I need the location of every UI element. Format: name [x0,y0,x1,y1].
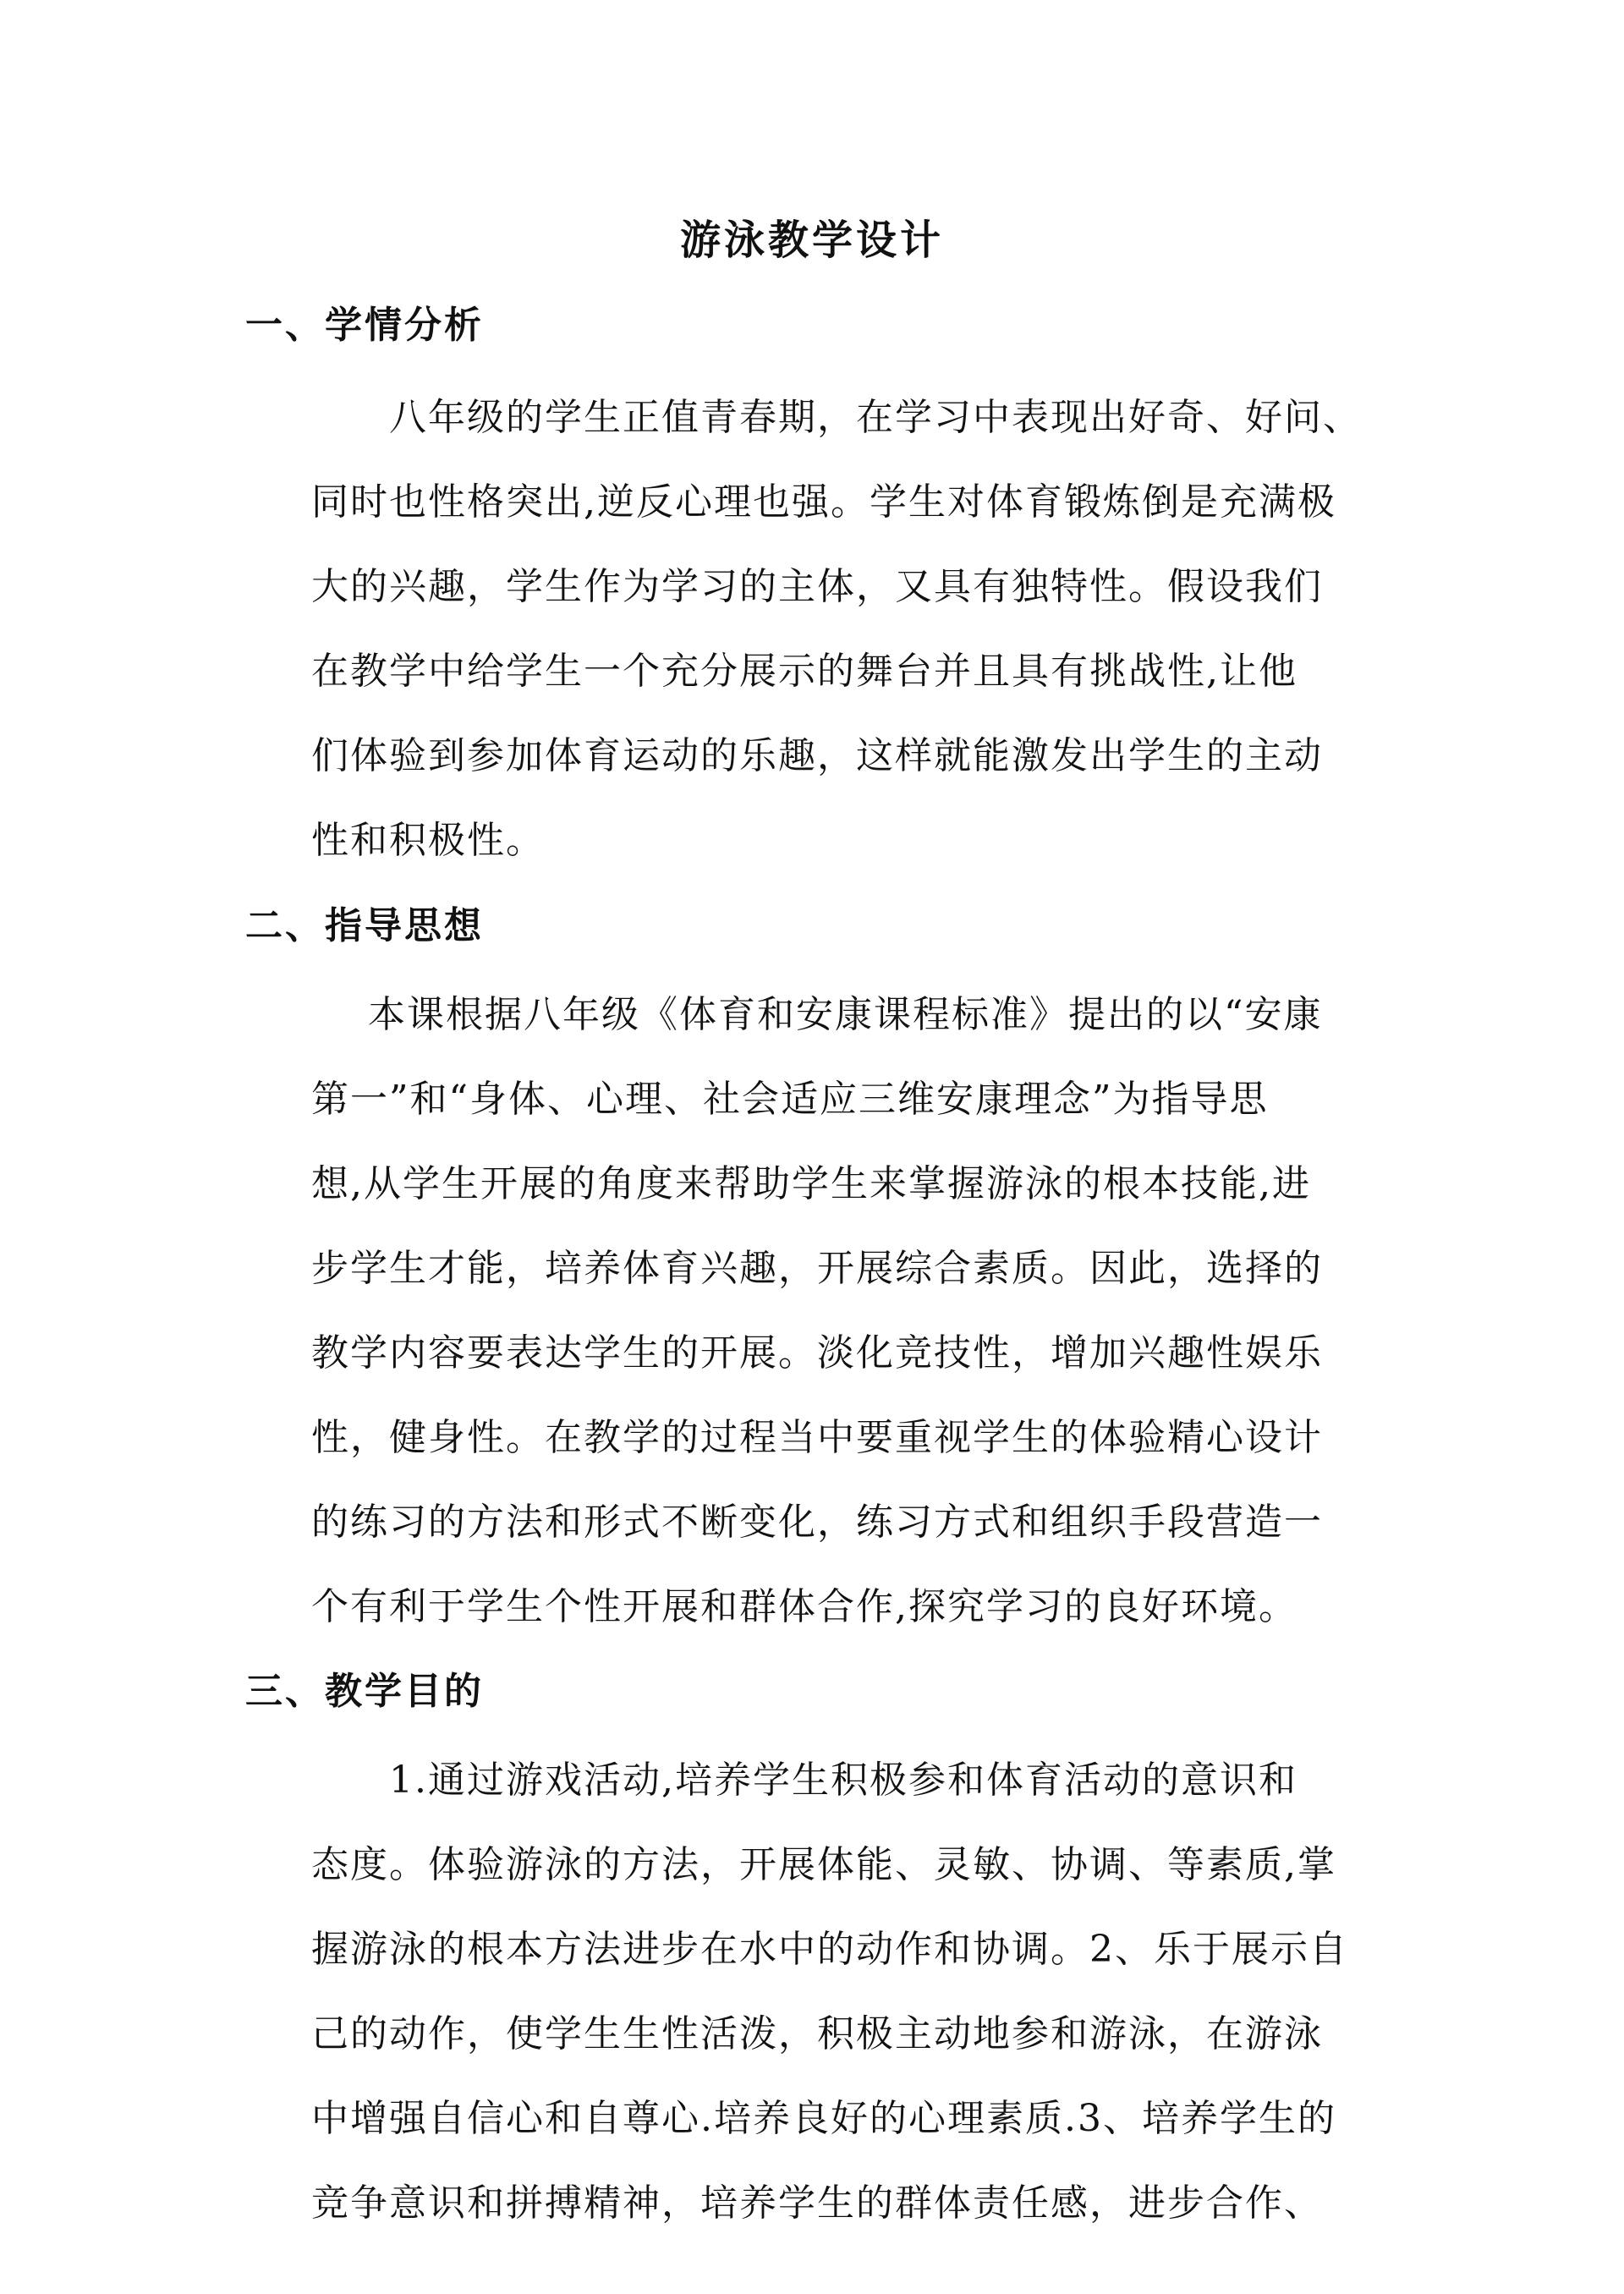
paragraph-line: 大的兴趣，学生作为学习的主体，又具有独特性。假设我们 [311,565,1323,608]
paragraph-line: 竞争意识和拼搏精神，培养学生的群体责任感，进步合作、 [311,2181,1323,2225]
paragraph-line: 性和积极性。 [311,819,545,862]
paragraph-line: 态度。体验游泳的方法，开展体能、灵敏、协调、等素质,掌 [311,1843,1336,1886]
paragraph-line: 的练习的方法和形式不断变化，练习方式和组织手段营造一 [311,1501,1323,1544]
section-heading-2: 二、指导思想 [245,904,484,947]
section-heading-3: 三、教学目的 [245,1670,484,1713]
paragraph-line: 想,从学生开展的角度来帮助学生来掌握游泳的根本技能,进 [311,1162,1311,1205]
paragraph-line: 步学生才能，培养体育兴趣，开展综合素质。因此，选择的 [311,1247,1323,1290]
paragraph-line: 个有利于学生个性开展和群体合作,探究学习的良好环境。 [311,1585,1298,1628]
paragraph-line: 在教学中给学生一个充分展示的舞台并且具有挑战性,让他 [311,650,1298,693]
paragraph-line: 中增强自信心和自尊心.培养良好的心理素质.3、培养学生的 [311,2097,1336,2140]
paragraph-line: 八年级的学生正值青春期，在学习中表现出好奇、好问、 [389,396,1362,439]
paragraph-line: 己的动作，使学生生性活泼，积极主动地参和游泳，在游泳 [311,2012,1323,2055]
paragraph-line: 第一”和“身体、心理、社会适应三维安康理念”为指导思 [311,1078,1269,1121]
section-heading-1: 一、学情分析 [245,304,484,347]
paragraph-line: 教学内容要表达学生的开展。淡化竞技性，增加兴趣性娱乐 [311,1331,1323,1375]
paragraph-line: 握游泳的根本方法进步在水中的动作和协调。2、乐于展示自 [311,1928,1348,1971]
paragraph-line: 性，健身性。在教学的过程当中要重视学生的体验精心设计 [311,1416,1323,1459]
document-title: 游泳教学设计 [679,217,944,264]
paragraph-line: 们体验到参加体育运动的乐趣，这样就能激发出学生的主动 [311,734,1323,777]
paragraph-line: 1.通过游戏活动,培养学生积极参和体育活动的意识和 [389,1759,1298,1802]
paragraph-line: 本课根据八年级《体育和安康课程标准》提出的以“安康 [368,993,1323,1036]
paragraph-line: 同时也性格突出,逆反心理也强。学生对体育锻炼倒是充满极 [311,480,1336,524]
